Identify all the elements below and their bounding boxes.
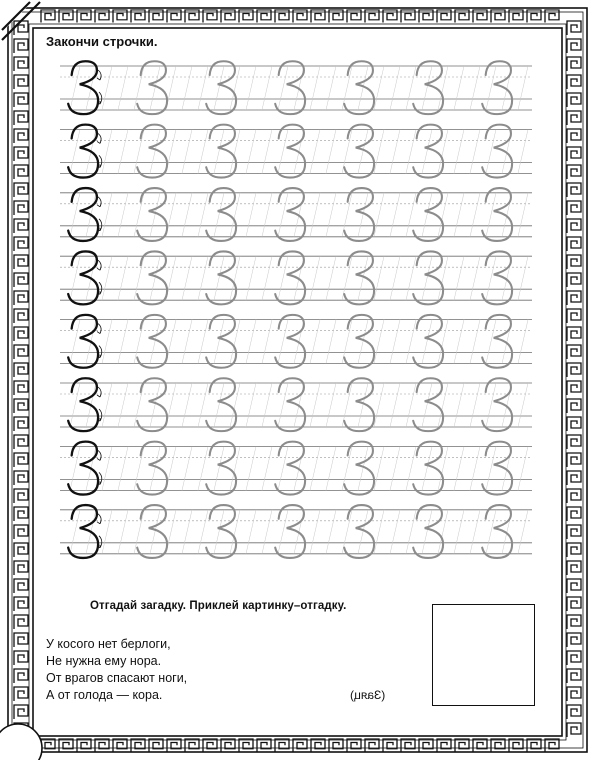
border-key-left (14, 705, 28, 719)
slant-line (102, 256, 112, 300)
border-key-bottom (257, 739, 271, 752)
slant-line (406, 320, 416, 364)
letter-ze-trace (275, 442, 305, 495)
slant-line (486, 66, 496, 110)
border-key-bottom (491, 739, 505, 752)
slant-line (262, 510, 272, 554)
slant-line (310, 510, 320, 554)
border-key-left (14, 687, 28, 701)
letter-ze-trace (206, 378, 236, 431)
practice-row (60, 125, 532, 178)
slant-line (518, 320, 528, 364)
border-key-bottom (311, 739, 325, 752)
slant-line (214, 193, 224, 237)
slant-line (486, 510, 496, 554)
letter-ze-example (68, 505, 98, 558)
slant-line (454, 383, 464, 427)
border-key-left (14, 633, 28, 647)
slant-line (182, 383, 192, 427)
riddle-line: Не нужна ему нора. (46, 654, 162, 668)
letter-ze-example (68, 188, 98, 241)
border-key-bottom (203, 739, 217, 752)
slant-line (310, 320, 320, 364)
slant-line (406, 510, 416, 554)
letter-ze-example (68, 125, 98, 178)
slant-line (470, 66, 480, 110)
slant-line (182, 446, 192, 490)
border-key-bottom (167, 739, 181, 752)
slant-line (246, 66, 256, 110)
letter-ze-trace (137, 188, 167, 241)
slant-line (118, 193, 128, 237)
slant-line (182, 193, 192, 237)
slant-line (134, 320, 144, 364)
slant-line (470, 129, 480, 173)
slant-line (134, 193, 144, 237)
slant-line (454, 66, 464, 110)
slant-line (102, 510, 112, 554)
border-key-left (14, 615, 28, 629)
letter-ze-trace (206, 251, 236, 304)
slant-line (182, 129, 192, 173)
slant-line (486, 383, 496, 427)
border-key-right (567, 633, 581, 647)
letter-ze-example (68, 315, 98, 368)
slant-line (214, 446, 224, 490)
slant-line (214, 383, 224, 427)
slant-line (374, 446, 384, 490)
slant-line (118, 129, 128, 173)
border-key-bottom (365, 739, 379, 752)
slant-line (422, 446, 432, 490)
practice-row (60, 442, 532, 495)
riddle-line: От врагов спасают ноги, (46, 671, 188, 685)
border-key-right (567, 705, 581, 719)
picture-paste-box[interactable] (432, 604, 535, 706)
border-key-right (567, 669, 581, 683)
border-key-bottom (77, 739, 91, 752)
letter-ze-trace (137, 378, 167, 431)
slant-line (406, 256, 416, 300)
border-key-right (567, 615, 581, 629)
border-key-bottom (95, 739, 109, 752)
slant-line (118, 446, 128, 490)
slant-line (326, 129, 336, 173)
border-key-bottom (473, 739, 487, 752)
border-key-bottom (329, 739, 343, 752)
letter-ze-trace (137, 505, 167, 558)
letter-ze-trace (137, 442, 167, 495)
slant-line (326, 510, 336, 554)
slant-line (182, 66, 192, 110)
slant-line (246, 446, 256, 490)
letter-ze-trace (275, 378, 305, 431)
letter-ze-example (68, 61, 98, 114)
slant-line (406, 66, 416, 110)
letter-ze-trace (206, 188, 236, 241)
slant-line (262, 193, 272, 237)
letter-ze-trace (275, 61, 305, 114)
slant-line (262, 129, 272, 173)
slant-line (518, 446, 528, 490)
slant-line (390, 383, 400, 427)
slant-line (406, 129, 416, 173)
practice-row (60, 378, 532, 431)
border-key-bottom (455, 739, 469, 752)
slant-line (374, 383, 384, 427)
border-key-bottom (347, 739, 361, 752)
slant-line (102, 383, 112, 427)
slant-line (182, 510, 192, 554)
slant-line (326, 256, 336, 300)
border-key-bottom (509, 739, 523, 752)
letter-ze-trace (206, 315, 236, 368)
slant-line (470, 193, 480, 237)
riddle-line: У косого нет берлоги, (46, 637, 171, 651)
letter-ze-trace (206, 125, 236, 178)
letter-ze-example (68, 378, 98, 431)
border-key-bottom (239, 739, 253, 752)
slant-line (102, 66, 112, 110)
border-key-bottom (131, 739, 145, 752)
slant-line (486, 256, 496, 300)
slant-line (374, 510, 384, 554)
slant-line (262, 320, 272, 364)
slant-line (406, 193, 416, 237)
slant-line (486, 129, 496, 173)
slant-line (518, 193, 528, 237)
letter-ze-trace (275, 125, 305, 178)
border-key-bottom (59, 739, 73, 752)
letter-ze-trace (344, 442, 374, 495)
border-key-bottom (185, 739, 199, 752)
practice-row (60, 505, 532, 558)
slant-line (422, 510, 432, 554)
slant-line (390, 446, 400, 490)
slant-line (470, 320, 480, 364)
border-key-bottom (545, 739, 559, 752)
border-key-bottom (383, 739, 397, 752)
slant-line (406, 383, 416, 427)
slant-line (246, 256, 256, 300)
slant-line (422, 193, 432, 237)
border-key-bottom (419, 739, 433, 752)
slant-line (262, 256, 272, 300)
slant-line (102, 193, 112, 237)
slant-line (246, 510, 256, 554)
slant-line (102, 320, 112, 364)
border-key-right (567, 687, 581, 701)
slant-line (310, 446, 320, 490)
slant-line (390, 193, 400, 237)
practice-row (60, 251, 532, 304)
border-key-right (567, 723, 581, 737)
slant-line (118, 510, 128, 554)
border-key-bottom (149, 739, 163, 752)
slant-line (422, 383, 432, 427)
letter-ze-trace (137, 125, 167, 178)
slant-line (246, 193, 256, 237)
letter-ze-trace (344, 251, 374, 304)
border-key-bottom (275, 739, 289, 752)
slant-line (486, 320, 496, 364)
slant-line (422, 320, 432, 364)
slant-line (214, 129, 224, 173)
slant-line (326, 446, 336, 490)
slant-line (390, 256, 400, 300)
slant-line (470, 256, 480, 300)
slant-line (214, 66, 224, 110)
slant-line (454, 510, 464, 554)
slant-line (214, 256, 224, 300)
letter-ze-trace (206, 61, 236, 114)
slant-line (486, 446, 496, 490)
slant-line (390, 129, 400, 173)
slant-line (470, 510, 480, 554)
slant-line (182, 256, 192, 300)
page-number-circle (0, 724, 42, 760)
slant-line (518, 383, 528, 427)
letter-ze-trace (344, 505, 374, 558)
slant-line (374, 320, 384, 364)
slant-line (390, 66, 400, 110)
slant-line (390, 320, 400, 364)
slant-line (310, 129, 320, 173)
letter-ze-trace (275, 251, 305, 304)
letter-ze-example (68, 442, 98, 495)
slant-line (134, 446, 144, 490)
letter-ze-trace (344, 125, 374, 178)
slant-line (422, 256, 432, 300)
letter-ze-trace (344, 315, 374, 368)
slant-line (518, 129, 528, 173)
border-key-bottom (113, 739, 127, 752)
border-key-left (14, 651, 28, 665)
slant-line (246, 383, 256, 427)
slant-line (118, 320, 128, 364)
riddle-title: Отгадай загадку. Приклей картинку–отгадку. (90, 600, 347, 612)
border-key-bottom (401, 739, 415, 752)
letter-ze-trace (275, 315, 305, 368)
slant-line (374, 66, 384, 110)
slant-line (454, 256, 464, 300)
slant-line (518, 256, 528, 300)
slant-line (262, 66, 272, 110)
practice-row (60, 315, 532, 368)
slant-line (310, 193, 320, 237)
riddle-answer-mirrored: (Заяц) (350, 688, 386, 702)
letter-ze-trace (206, 442, 236, 495)
slant-line (102, 446, 112, 490)
border-key-bottom (293, 739, 307, 752)
slant-line (454, 320, 464, 364)
slant-line (454, 193, 464, 237)
letter-ze-trace (344, 61, 374, 114)
letter-ze-trace (275, 505, 305, 558)
slant-line (134, 383, 144, 427)
slant-line (214, 510, 224, 554)
practice-row (60, 61, 532, 114)
slant-line (406, 446, 416, 490)
riddle-text (46, 636, 187, 704)
slant-line (310, 383, 320, 427)
slant-line (134, 256, 144, 300)
slant-line (374, 256, 384, 300)
slant-line (518, 510, 528, 554)
slant-line (262, 383, 272, 427)
slant-line (118, 383, 128, 427)
slant-line (118, 256, 128, 300)
slant-line (134, 129, 144, 173)
letter-ze-example (68, 251, 98, 304)
slant-line (454, 446, 464, 490)
letter-ze-trace (344, 378, 374, 431)
slant-line (134, 66, 144, 110)
slant-line (326, 383, 336, 427)
slant-line (326, 193, 336, 237)
slant-line (310, 256, 320, 300)
letter-ze-trace (275, 188, 305, 241)
border-key-bottom (41, 739, 55, 752)
slant-line (118, 66, 128, 110)
practice-row (60, 188, 532, 241)
slant-line (214, 320, 224, 364)
slant-line (422, 66, 432, 110)
page-heading: Закончи строчки. (46, 34, 158, 49)
border-key-bottom (527, 739, 541, 752)
slant-line (246, 320, 256, 364)
slant-line (518, 66, 528, 110)
slant-line (374, 193, 384, 237)
letter-ze-trace (137, 251, 167, 304)
slant-line (486, 193, 496, 237)
slant-line (470, 446, 480, 490)
letter-ze-trace (344, 188, 374, 241)
slant-line (470, 383, 480, 427)
letter-ze-trace (137, 315, 167, 368)
slant-line (102, 129, 112, 173)
riddle-line: А от голода — кора. (46, 688, 163, 702)
slant-line (262, 446, 272, 490)
slant-line (390, 510, 400, 554)
slant-line (182, 320, 192, 364)
slant-line (310, 66, 320, 110)
slant-line (374, 129, 384, 173)
slant-line (246, 129, 256, 173)
letter-ze-trace (137, 61, 167, 114)
border-key-left (14, 669, 28, 683)
border-key-right (567, 651, 581, 665)
letter-ze-trace (206, 505, 236, 558)
slant-line (326, 320, 336, 364)
slant-line (134, 510, 144, 554)
slant-line (454, 129, 464, 173)
border-key-bottom (437, 739, 451, 752)
border-key-bottom (221, 739, 235, 752)
slant-line (326, 66, 336, 110)
slant-line (422, 129, 432, 173)
